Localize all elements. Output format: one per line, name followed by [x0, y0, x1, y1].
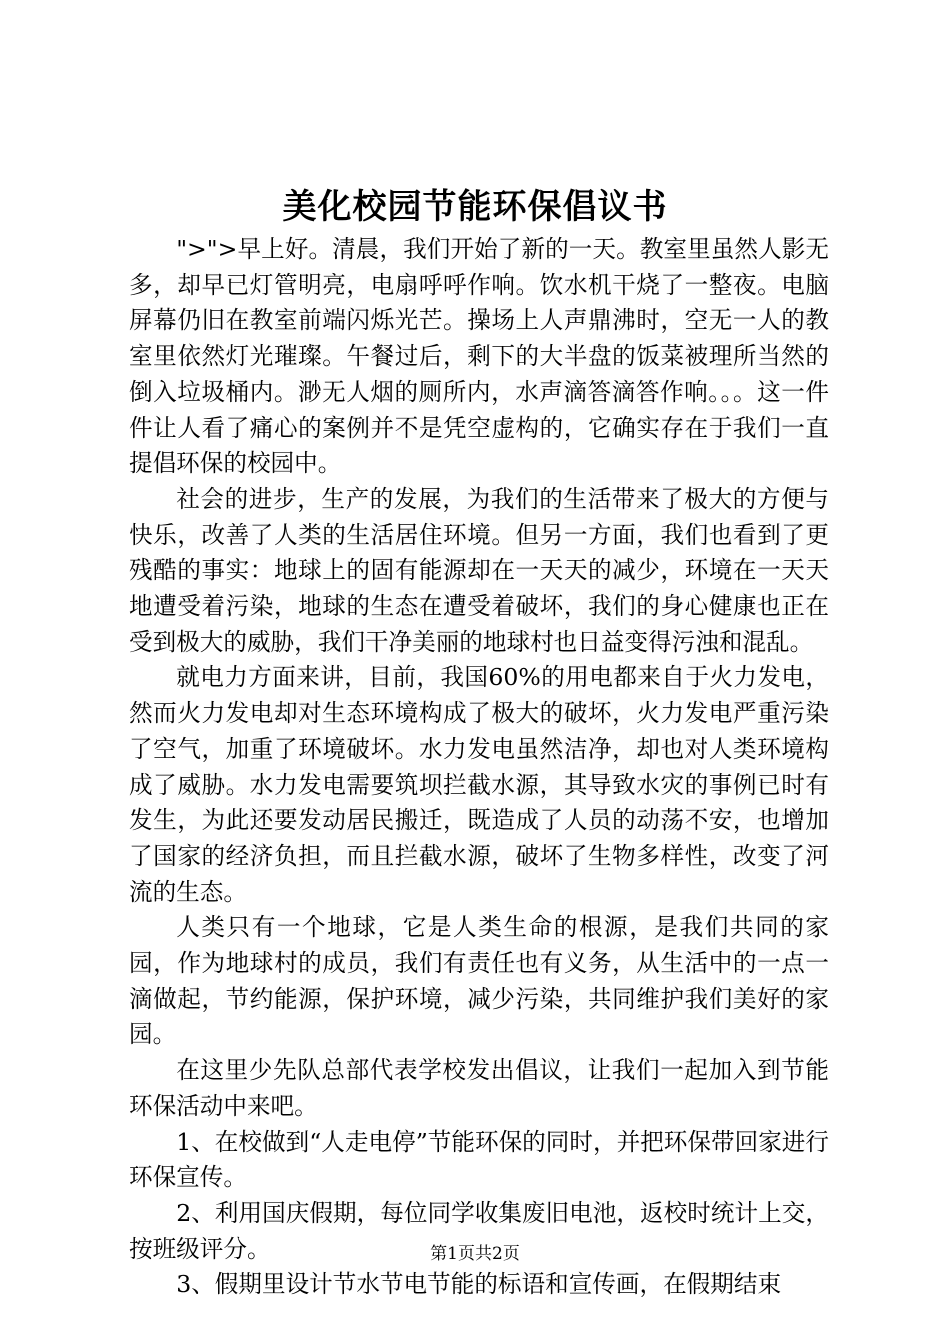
page-number-current: 第1页: [430, 1244, 475, 1264]
page-footer: [0, 1242, 950, 1266]
paragraph-3: 就电力方面来讲，目前，我国60%的用电都来自于火力发电，然而火力发电却对生态环境构成了极大的破坏，火力发电严重污染了空气，加重了环境破坏。水力发电虽然洁净，却也对人类环境构成了威胁。水力发电需要筑坝拦截水源，其导致水灾的事例已时有发生，为此还要发动居民搬迁，既造成了人员的动荡不安，也增加了国家的经济负担，而且拦截水源，破坏了生物多样性，改变了河流的生态。: [129, 663, 829, 906]
document-title: 美化校园节能环保倡议书: [282, 187, 668, 227]
proposal-item-3: 3、假期里设计节水节电节能的标语和宣传画，在假期结束: [176, 1270, 782, 1299]
document-body: [129, 232, 829, 1303]
paragraph-5: 在这里少先队总部代表学校发出倡议，让我们一起加入到节能环保活动中来吧。: [129, 1056, 829, 1120]
page-number-total: 共2页: [475, 1244, 520, 1264]
paragraph-2: 社会的进步，生产的发展，为我们的生活带来了极大的方便与快乐，改善了人类的生活居住环境。但另一方面，我们也看到了更残酷的事实：地球上的固有能源却在一天天的减少，环境在一天天地遭受着污染，地球的生态在遭受着破坏，我们的身心健康也正在受到极大的威胁，我们干净美丽的地球村也日益变得污浊和混乱。: [129, 484, 829, 656]
proposal-item-1: 1、在校做到“人走电停”节能环保的同时，并把环保带回家进行环保宣传。: [129, 1127, 829, 1192]
paragraph-4: 人类只有一个地球，它是人类生命的根源，是我们共同的家园，作为地球村的成员，我们有责任也有义务，从生活中的一点一滴做起，节约能源，保护环境，减少污染，共同维护我们美好的家园。: [129, 913, 829, 1049]
paragraph-1: ">">早上好。清晨，我们开始了新的一天。教室里虽然人影无多，却早已灯管明亮，电扇呼呼作响。饮水机干烧了一整夜。电脑屏幕仍旧在教室前端闪烁光芒。操场上人声鼎沸时，空无一人的教室里依然灯光璀璨。午餐过后，剩下的大半盘的饭菜被理所当然的倒入垃圾桶内。渺无人烟的厕所内，水声滴答滴答作响。。。这一件件让人看了痛心的案例并不是凭空虚构的，它确实存在于我们一直提倡环保的校园中。: [129, 235, 829, 478]
proposal-item-2: 2、利用国庆假期，每位同学收集废旧电池，返校时统计上交，按班级评分。: [129, 1198, 829, 1263]
